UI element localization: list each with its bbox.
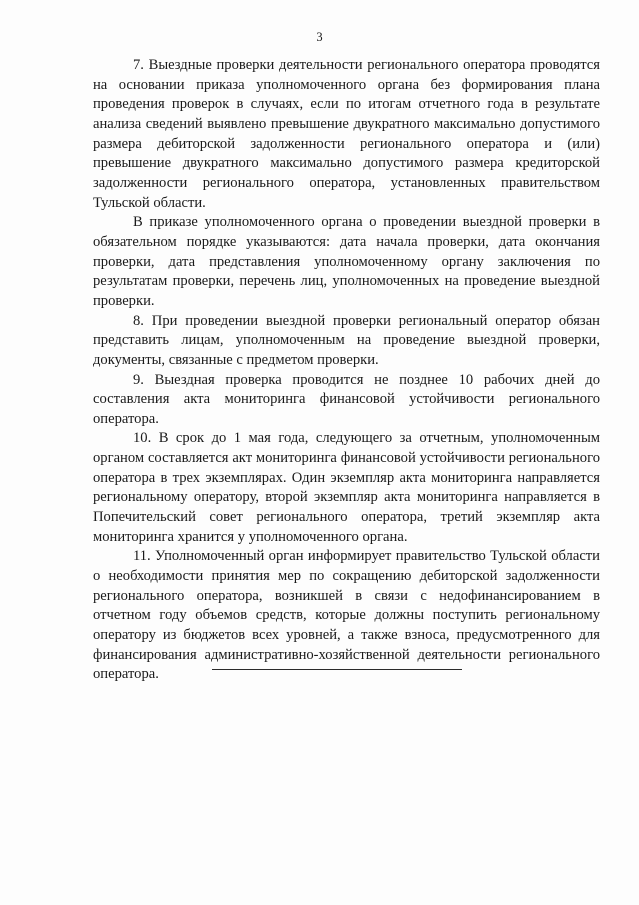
paragraph-item-10: 10. В срок до 1 мая года, следующего за отчетным, уполномоченным органом составляется акт мониторинга финансовой устойчивости регионального оператора в трех экземплярах. Один экземпляр акта мониторинга направляется региональному оператору, второй экземпляр акта мониторинга направляется в Попечительский совет регионального оператора, третий экземпляр акта мониторинга хранится у уполномоченного органа. — [93, 430, 600, 545]
end-separator-line — [212, 669, 462, 670]
paragraph-item-11: 11. Уполномоченный орган информирует правительство Тульской области о необходимости принятия мер по сокращению дебиторской задолженности регионального оператора, возникшей в связи с недофинансированием в отчетном году объемов средств, которые должны поступить региональному оператору из бюджетов всех уровней, а также взноса, предусмотренного для финансирования административно-хозяйственной деятельности регионального оператора. — [93, 548, 600, 683]
paragraph-item-7: 7. Выездные проверки деятельности регионального оператора проводятся на основании приказа уполномоченного органа без формирования плана проведения проверок в случаях, если по итогам отчетного года в результате анализа сведений выявлено превышение двукратного максимально допустимого размера дебиторской задолженности регионального оператора и (или) превышение двукратного максимально допустимого размера кредиторской задолженности регионального оператора, установленных правительством Тульской области. — [93, 57, 600, 211]
paragraph-item-8: 8. При проведении выездной проверки региональный оператор обязан представить лицам, уполномоченным на проведение выездной проверки, документы, связанные с предметом проверки. — [93, 312, 600, 368]
document-body — [93, 56, 600, 685]
page-number: 3 — [316, 30, 323, 44]
paragraph-item-9: 9. Выездная проверка проводится не позднее 10 рабочих дней до составления акта мониторинга финансовой устойчивости регионального оператора. — [93, 371, 600, 427]
paragraph-inspection-order: В приказе уполномоченного органа о проведении выездной проверки в обязательном порядке указываются: дата начала проверки, дата окончания проверки, дата представления уполномоченному органу заключения по результатам проверки, перечень лиц, уполномоченных на проведение выездной проверки. — [93, 214, 600, 309]
